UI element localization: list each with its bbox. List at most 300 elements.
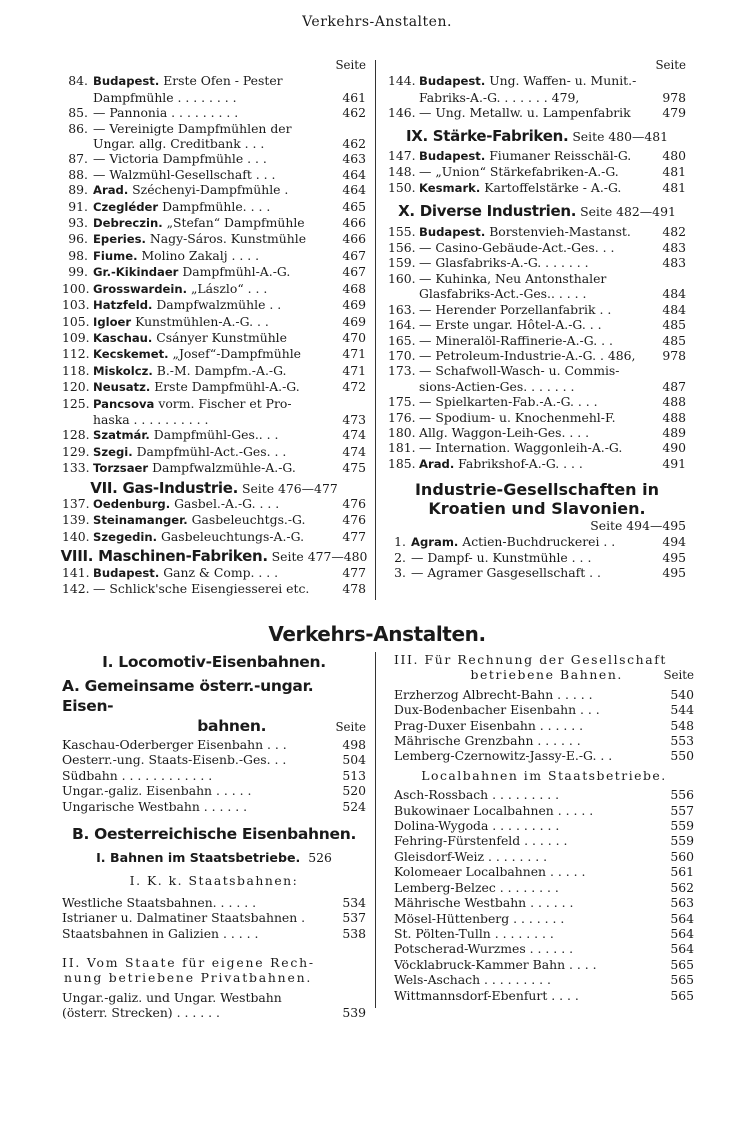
main-heading: Verkehrs-Anstalten. [268, 622, 486, 646]
entry-text [419, 240, 658, 255]
list-item [62, 799, 366, 814]
entry-text [411, 534, 658, 550]
list-item [388, 456, 686, 472]
entry-text [93, 444, 338, 460]
seite-label-lb: Seite [335, 720, 366, 734]
entry-page: 488 [662, 394, 686, 410]
list-item [394, 787, 694, 802]
entry-text [419, 348, 658, 363]
entry-name: Gasbel.-A.-G. . . . [174, 495, 280, 511]
entry-text [419, 394, 658, 409]
entry-text [419, 363, 682, 378]
entry-number: 137. [62, 495, 90, 511]
entry-page: 479 [662, 105, 686, 121]
entry-place: Agram. [411, 534, 459, 549]
list-item [394, 833, 694, 848]
right-bottom-column [394, 652, 694, 1003]
entry-page: 467 [342, 247, 366, 263]
entry-page: 466 [342, 215, 366, 231]
entry-page: 564 [670, 925, 694, 941]
list-item [394, 972, 694, 987]
entry-page: 468 [342, 280, 366, 296]
entry-number: 89. [68, 182, 88, 198]
entry-text [93, 379, 338, 395]
entry-page: 482 [662, 223, 686, 239]
list-item [388, 394, 686, 409]
entry-name: Lemberg-Belzec . . . . . . . . [394, 879, 559, 895]
column-rule-top [375, 60, 376, 600]
entry-number: 87. [68, 151, 88, 167]
kroatien-heading: Industrie-Gesellschaften in Kroatien und Slavonien. [414, 480, 660, 519]
kk-entries [62, 895, 366, 941]
maschinen-heading: VIII. Maschinen-Fabriken. Seite 477—480 [60, 547, 368, 566]
entry-number: 84. [68, 73, 88, 89]
entry-place: Szegedin. [93, 529, 158, 544]
entry-page: 488 [662, 409, 686, 425]
entry-page: 462 [342, 105, 366, 121]
entry-number: 105. [62, 313, 90, 329]
entry-name: Erste Ofen - Pester [163, 73, 283, 89]
entry-text [93, 105, 338, 120]
entry-name: „Lászlo“ . . . [191, 280, 268, 296]
list-item [62, 105, 366, 120]
entry-name: Dampfwalzmühle . . [156, 297, 282, 313]
entry-page: 463 [342, 151, 366, 167]
list-item [388, 90, 686, 105]
list-item [394, 748, 694, 763]
entry-text [411, 550, 658, 565]
entry-name: — Walzmühl-Gesellschaft . . . [93, 166, 276, 182]
running-head: Verkehrs-Anstalten. [302, 14, 452, 30]
entry-name: Prag-Duxer Eisenbahn . . . . . . [394, 717, 584, 733]
entry-name: Nagy-Sáros. Kunstmühle [149, 231, 307, 247]
entry-number: 2. [394, 549, 406, 565]
list-item [388, 240, 686, 255]
list-item [388, 550, 686, 565]
entry-page: 495 [662, 565, 686, 581]
entry-number: 163. [388, 301, 416, 317]
entry-text [93, 264, 338, 280]
entry-number: 98. [68, 247, 88, 263]
list-item [62, 895, 366, 910]
entry-text [419, 286, 658, 301]
entry-text [93, 330, 338, 346]
entry-page: 540 [670, 686, 694, 702]
entry-name: Dampfmühl-A.-G. [182, 264, 291, 280]
gesellschaft-subheading: betriebene Bahnen. [470, 667, 623, 683]
list-item [394, 733, 694, 748]
entry-number: 112. [62, 346, 90, 362]
entry-page: 469 [342, 297, 366, 313]
entry-text [93, 460, 338, 476]
entry-text [93, 151, 338, 166]
entry-place: Czegléder [93, 199, 159, 214]
left-top-entries [62, 73, 366, 476]
entry-number: 150. [388, 179, 416, 195]
entry-name: Glasfabriks-Act.-Ges.. . . . . [419, 286, 587, 302]
entry-number: 148. [388, 164, 416, 180]
entry-name: Ungar. allg. Creditbank . . . [93, 136, 265, 152]
entry-name: Actien-Buchdruckerei . . [462, 533, 616, 549]
entry-page: 480 [662, 148, 686, 164]
entry-number: 175. [388, 394, 416, 410]
list-item [62, 396, 366, 412]
right-top-entries [388, 73, 686, 120]
entry-page: 524 [342, 798, 366, 814]
entry-page: 544 [670, 702, 694, 718]
list-item [388, 333, 686, 348]
list-item [62, 90, 366, 105]
entry-name: Vöcklabruck-Kammer Bahn . . . . [394, 956, 597, 972]
entry-page: 489 [662, 424, 686, 440]
entry-place: Miskolcz. [93, 363, 153, 378]
entry-text [93, 427, 338, 443]
list-item [394, 957, 694, 972]
entry-number: 99. [68, 264, 88, 280]
entry-name: — Schlick'sche Eisengiesserei etc. [93, 581, 310, 596]
entry-name: sions-Actien-Ges. . . . . . . [419, 378, 575, 394]
entry-page: 495 [662, 549, 686, 565]
entry-text [419, 302, 658, 317]
entry-name: — Mineralöl-Raffinerie-A.-G. . . [419, 332, 613, 348]
entry-text [419, 180, 658, 196]
kroatien-range: Seite 494—495 [590, 518, 686, 534]
entry-page: 562 [670, 879, 694, 895]
entry-name: Mösel-Hüttenberg . . . . . . . [394, 910, 565, 926]
entry-name: Csányer Kunstmühle [156, 329, 287, 345]
entry-page: 471 [342, 346, 366, 362]
list-item [388, 255, 686, 270]
entry-place: Oedenburg. [93, 496, 171, 511]
list-item [394, 988, 694, 1003]
entry-place: Steinamanger. [93, 513, 188, 528]
list-item [394, 718, 694, 733]
seite-label: Seite [335, 58, 366, 72]
entry-name: Borstenvieh-Mastanst. [489, 223, 631, 239]
entry-name: Westliche Staatsbahnen. . . . . . [62, 894, 257, 910]
entry-page: 476 [342, 495, 366, 511]
entry-number: 85. [68, 105, 88, 121]
list-item [62, 182, 366, 198]
gesellschaft-entries [394, 687, 694, 764]
entry-name: Südbahn . . . . . . . . . . . . [62, 767, 213, 783]
list-item [62, 990, 366, 1005]
entry-page: 978 [662, 347, 686, 363]
list-item [394, 849, 694, 864]
list-item [62, 346, 366, 362]
entry-number: 3. [394, 565, 406, 581]
entry-number: 144. [388, 73, 416, 89]
entry-name: — „Union“ Stärkefabriken-A.-G. [419, 164, 619, 180]
entry-page: 485 [662, 317, 686, 333]
entry-number: 180. [388, 424, 416, 440]
entry-name: Oesterr.-ung. Staats-Eisenb.-Ges. . . [62, 752, 287, 768]
list-item [388, 410, 686, 425]
entry-page: 464 [342, 166, 366, 182]
entry-name: — Spielkarten-Fab.-A.-G. . . . [419, 394, 598, 410]
kk-heading: I. K. k. Staatsbahnen: [129, 873, 299, 889]
entry-name: Kolomeaer Localbahnen . . . . . [394, 864, 586, 880]
entry-number: 176. [388, 409, 416, 425]
entry-name: Fiumaner Reisschäl-G. [489, 148, 632, 164]
entry-number: 133. [62, 460, 90, 476]
entry-text [93, 90, 338, 105]
list-item [388, 348, 686, 363]
entry-place: Budapest. [419, 74, 486, 89]
entry-number: 88. [68, 166, 88, 182]
gesellschaft-heading: III. Für Rechnung der Gesellschaft [394, 652, 667, 667]
localbahnen-entries [394, 787, 694, 1003]
list-item [62, 529, 366, 545]
entry-page: 565 [670, 987, 694, 1003]
entry-name: Staatsbahnen in Galizien . . . . . [62, 925, 259, 941]
entry-number: 185. [388, 455, 416, 471]
entry-place: Igloer [93, 314, 132, 329]
oesterreichische-heading: B. Oesterreichische Eisenbahnen. [71, 825, 357, 844]
entry-number: 160. [388, 270, 416, 286]
list-item [62, 167, 366, 182]
entry-name: — Agramer Gasgesellschaft . . [411, 565, 601, 581]
list-item [62, 512, 366, 528]
entry-number: 173. [388, 363, 416, 379]
entry-place: Budapest. [93, 74, 160, 89]
entry-page: 556 [670, 787, 694, 803]
list-item [62, 460, 366, 476]
entry-page: 461 [342, 89, 366, 105]
entry-place: Budapest. [419, 149, 486, 164]
list-item [62, 910, 366, 925]
list-item [62, 330, 366, 346]
entry-number: 118. [62, 362, 90, 378]
entry-name: Dampfmühle. . . . [162, 198, 271, 214]
right-top-column [388, 58, 686, 581]
list-item [62, 783, 366, 798]
list-item [62, 199, 366, 215]
entry-text [419, 255, 658, 270]
entry-name: Ungarische Westbahn . . . . . . [62, 798, 248, 814]
entry-page: 472 [342, 379, 366, 395]
list-item [388, 73, 686, 89]
entry-page: 978 [662, 89, 686, 105]
entry-name: Ung. Waffen- u. Munit.- [489, 73, 637, 89]
localbahnen-heading: Localbahnen im Staatsbetriebe. [421, 767, 667, 783]
entry-number: 155. [388, 223, 416, 239]
entry-text [419, 425, 658, 440]
entry-text [419, 317, 658, 332]
entry-name: Dampfmühle . . . . . . . . [93, 89, 237, 105]
entry-page: 565 [670, 972, 694, 988]
entry-name: Bukowinaer Localbahnen . . . . . [394, 802, 594, 818]
list-item [62, 565, 366, 581]
kroatien-entries [388, 534, 686, 581]
entry-page: 469 [342, 313, 366, 329]
entry-number: 156. [388, 240, 416, 256]
entry-text [93, 215, 338, 231]
entry-name: St. Pölten-Tulln . . . . . . . . [394, 925, 554, 941]
list-item [388, 286, 686, 301]
entry-text [93, 297, 338, 313]
list-item [388, 164, 686, 179]
list-item [388, 440, 686, 455]
entry-text [93, 248, 338, 264]
entry-page: 466 [342, 231, 366, 247]
list-item [394, 895, 694, 910]
list-item [394, 702, 694, 717]
entry-name: Ungar.-galiz. und Ungar. Westbahn [62, 989, 282, 1005]
list-item [388, 534, 686, 550]
entry-number: 142. [62, 581, 90, 596]
entry-page: 534 [342, 894, 366, 910]
entry-name: Dampfmühl-Ges.. . . [153, 427, 279, 443]
entry-text [419, 105, 658, 120]
entry-name: „Stefan“ Dampfmühle [166, 215, 305, 231]
list-item [394, 941, 694, 956]
entry-place: Gr.-Kikindaer [93, 265, 179, 280]
list-item [388, 148, 686, 164]
entry-number: 109. [62, 329, 90, 345]
entry-text [419, 440, 658, 455]
entry-number: 139. [62, 512, 90, 528]
entry-name: Wittmannsdorf-Ebenfurt . . . . [394, 987, 579, 1003]
list-item [394, 926, 694, 941]
entry-name: vorm. Fischer et Pro- [158, 395, 292, 411]
list-item [62, 121, 366, 136]
entry-text [419, 90, 658, 105]
list-item [62, 412, 366, 427]
entry-name: — Vereinigte Dampfmühlen der [93, 120, 292, 136]
list-item [62, 496, 366, 512]
list-item [62, 151, 366, 166]
entry-text [411, 565, 658, 580]
entry-name: B.-M. Dampfm.-A.-G. [156, 362, 287, 378]
list-item [62, 363, 366, 379]
entry-text [93, 581, 338, 596]
entry-name: Mährische Westbahn . . . . . . [394, 895, 574, 911]
entry-page: 481 [662, 164, 686, 180]
entry-page: 470 [342, 329, 366, 345]
entry-number: 1. [394, 533, 406, 549]
entry-page: 513 [342, 767, 366, 783]
entry-text [419, 333, 658, 348]
entry-text [93, 412, 338, 427]
entry-name: Lemberg-Czernowitz-Jassy-E.-G. . . [394, 748, 613, 764]
entry-page: 553 [670, 733, 694, 749]
list-item [62, 427, 366, 443]
entry-number: 103. [62, 297, 90, 313]
list-item [394, 803, 694, 818]
entry-place: Kecskemet. [93, 347, 169, 362]
entry-text [93, 121, 362, 136]
list-item [388, 317, 686, 332]
entry-text [419, 271, 682, 286]
entry-name: — Schafwoll-Wasch- u. Commis- [419, 363, 620, 379]
list-item [62, 768, 366, 783]
seite-label-right: Seite [655, 58, 686, 72]
diverse-heading: X. Diverse Industrien. Seite 482—491 [398, 202, 676, 221]
entry-page: 538 [342, 925, 366, 941]
entry-text [93, 346, 338, 362]
entry-place: Szegi. [93, 444, 133, 459]
list-item [394, 864, 694, 879]
left-bottom-column [62, 652, 366, 1021]
entry-page: 559 [670, 833, 694, 849]
staatsbetrieb-page: 526 [308, 850, 332, 866]
entry-page: 557 [670, 802, 694, 818]
entry-name: Istrianer u. Dalmatiner Staatsbahnen . [62, 910, 306, 926]
entry-text [419, 164, 658, 179]
entry-name: — Victoria Dampfmühle . . . [93, 151, 267, 167]
entry-place: Kaschau. [93, 330, 153, 345]
entry-name: Allg. Waggon-Leih-Ges. . . . [419, 424, 590, 440]
entry-page: 477 [342, 528, 366, 544]
entry-place: Debreczin. [93, 216, 163, 231]
entry-page: 484 [662, 301, 686, 317]
entry-page: 478 [342, 581, 366, 596]
bahnen-heading: bahnen. [197, 717, 267, 735]
list-item [62, 737, 366, 752]
list-item [62, 281, 366, 297]
entry-text [419, 148, 658, 164]
entry-page: 487 [662, 378, 686, 394]
list-item [62, 136, 366, 151]
list-item [388, 224, 686, 240]
entry-text [419, 73, 682, 89]
entry-page: 474 [342, 443, 366, 459]
entry-name: — Spodium- u. Knochenmehl-F. [419, 409, 616, 425]
entry-page: 491 [662, 455, 686, 471]
entry-name: Kaschau-Oderberger Eisenbahn . . . [62, 737, 287, 752]
entry-name: — Casino-Gebäude-Act.-Ges. . . [419, 240, 615, 256]
entry-name: Dux-Bodenbacher Eisenbahn . . . [394, 702, 600, 718]
entry-place: Budapest. [93, 565, 160, 580]
entry-page: 539 [342, 1005, 366, 1021]
entry-place: Fiume. [93, 248, 138, 263]
entry-number: 181. [388, 440, 416, 456]
diverse-entries [388, 224, 686, 473]
entry-name: Molino Zakalj . . . . [141, 247, 260, 263]
list-item [62, 581, 366, 596]
entry-number: 141. [62, 564, 90, 580]
entry-page: 559 [670, 818, 694, 834]
list-item [394, 911, 694, 926]
list-item [62, 752, 366, 767]
entry-number: 125. [62, 395, 90, 411]
entry-text [93, 565, 338, 581]
entry-number: 140. [62, 528, 90, 544]
entry-page: 467 [342, 264, 366, 280]
gemeinsame-heading: A. Gemeinsame österr.-ungar. Eisen- [62, 677, 314, 715]
list-item [62, 926, 366, 941]
list-item [388, 180, 686, 196]
entry-text [93, 199, 338, 215]
entry-name: (österr. Strecken) . . . . . . [62, 1005, 220, 1021]
entry-name: haska . . . . . . . . . . [93, 411, 209, 427]
gemeinsame-entries [62, 737, 366, 814]
entry-place: Kesmark. [419, 180, 481, 195]
entry-page: 462 [342, 136, 366, 152]
entry-text [419, 410, 658, 425]
entry-text [93, 496, 338, 512]
list-item [388, 105, 686, 120]
entry-name: Potscherad-Wurzmes . . . . . . [394, 941, 574, 957]
entry-name: Dampfmühl-Act.-Ges. . . [136, 443, 287, 459]
entry-text [93, 363, 338, 379]
list-item [62, 231, 366, 247]
entry-number: 86. [68, 120, 88, 136]
list-item [388, 302, 686, 317]
entry-page: 475 [342, 460, 366, 476]
column-rule-bottom [375, 652, 376, 1008]
